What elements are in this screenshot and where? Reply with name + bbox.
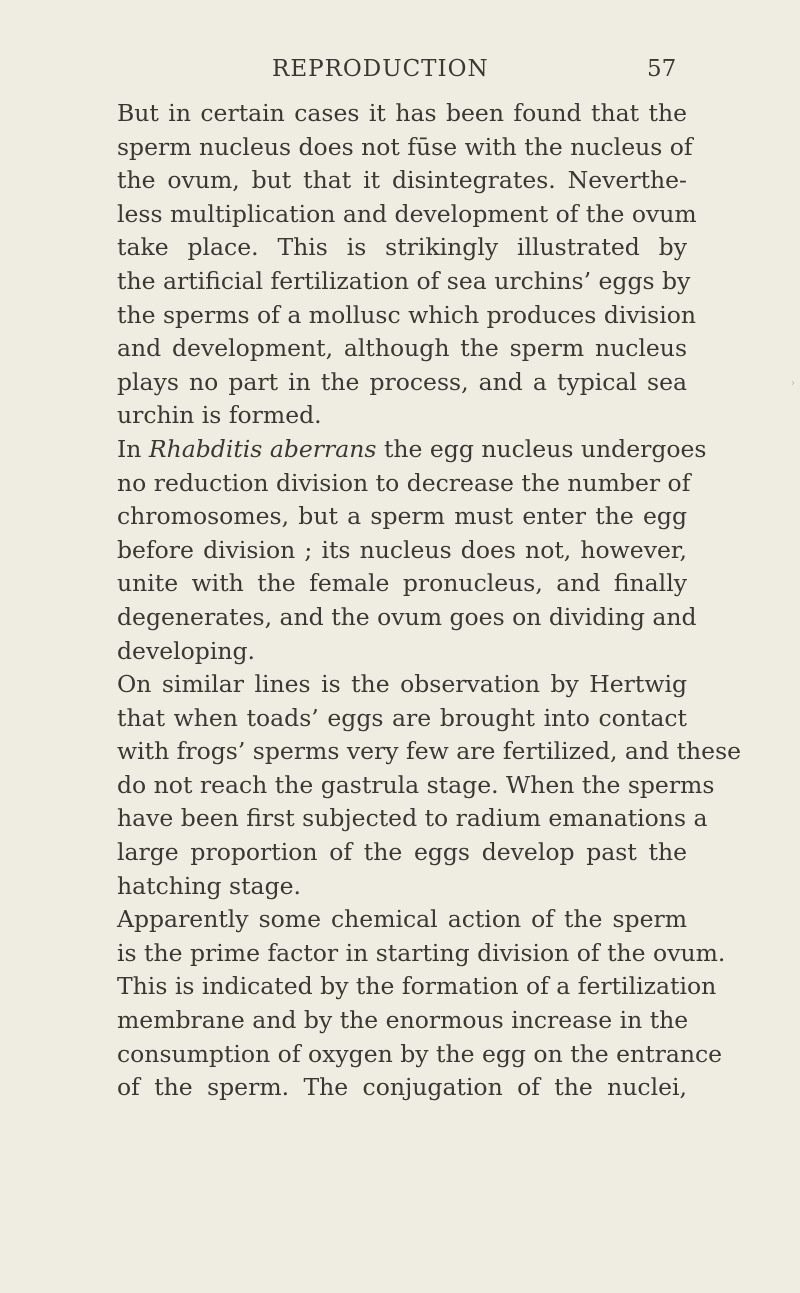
margin-mark: ›: [791, 378, 795, 389]
paragraph-4: [117, 903, 726, 1105]
text-line: do not reach the gastrula stage. When the sperms: [117, 770, 715, 799]
text-line: Apparently some chemical action of the sperm: [117, 905, 687, 934]
text-line: that when toads’ eggs are brought into contact: [117, 703, 687, 732]
paragraph-2: [117, 433, 707, 668]
chapter-title: REPRODUCTION: [272, 56, 489, 82]
text-line: is the prime factor in starting division of the ovum.: [117, 938, 726, 967]
text-line: [117, 433, 707, 467]
text-line: hatching stage.: [117, 871, 301, 900]
body-text: [117, 97, 742, 1105]
text-line: sperm nucleus does not fūse with the nucleus of: [117, 132, 693, 161]
text-line: the sperms of a mollusc which produces division: [117, 300, 697, 329]
text-line: developing.: [117, 636, 256, 665]
text-fragment: In: [117, 434, 149, 463]
text-line: On similar lines is the observation by Hertwig: [117, 670, 687, 699]
text-line: and development, although the sperm nucleus: [117, 334, 687, 363]
text-line: degenerates, and the ovum goes on dividing and: [117, 602, 697, 631]
text-line: before division ; its nucleus does not, however,: [117, 535, 687, 564]
text-line: unite with the female pronucleus, and finally: [117, 569, 687, 598]
page-number: 57: [647, 56, 677, 82]
text-line: consumption of oxygen by the egg on the entrance: [117, 1039, 723, 1068]
text-fragment: the egg nucleus undergoes: [376, 434, 707, 463]
paragraph-3: [117, 668, 742, 903]
text-line: urchin is formed.: [117, 401, 322, 430]
text-line: take place. This is strikingly illustrated by: [117, 233, 687, 262]
text-line: less multiplication and development of the ovum: [117, 199, 697, 228]
running-head: [0, 56, 800, 90]
text-line: the artificial fertilization of sea urchins’ eggs by: [117, 266, 691, 295]
text-line: the ovum, but that it disintegrates. Neverthe-: [117, 166, 687, 195]
text-line: plays no part in the process, and a typical sea: [117, 367, 687, 396]
text-line: have been first subjected to radium emanations a: [117, 804, 708, 833]
text-line: chromosomes, but a sperm must enter the egg: [117, 502, 687, 531]
text-line: membrane and by the enormous increase in the: [117, 1006, 689, 1035]
text-line: This is indicated by the formation of a fertilization: [117, 972, 717, 1001]
paragraph-1: [117, 97, 697, 433]
species-name: Rhabditis aberrans: [148, 434, 377, 463]
text-line: with frogs’ sperms very few are fertilized, and these: [117, 737, 742, 766]
text-line: But in certain cases it has been found that the: [117, 99, 687, 127]
text-line: of the sperm. The conjugation of the nuclei,: [117, 1073, 687, 1102]
text-line: large proportion of the eggs develop past the: [117, 838, 687, 867]
text-line: no reduction division to decrease the number of: [117, 468, 691, 497]
